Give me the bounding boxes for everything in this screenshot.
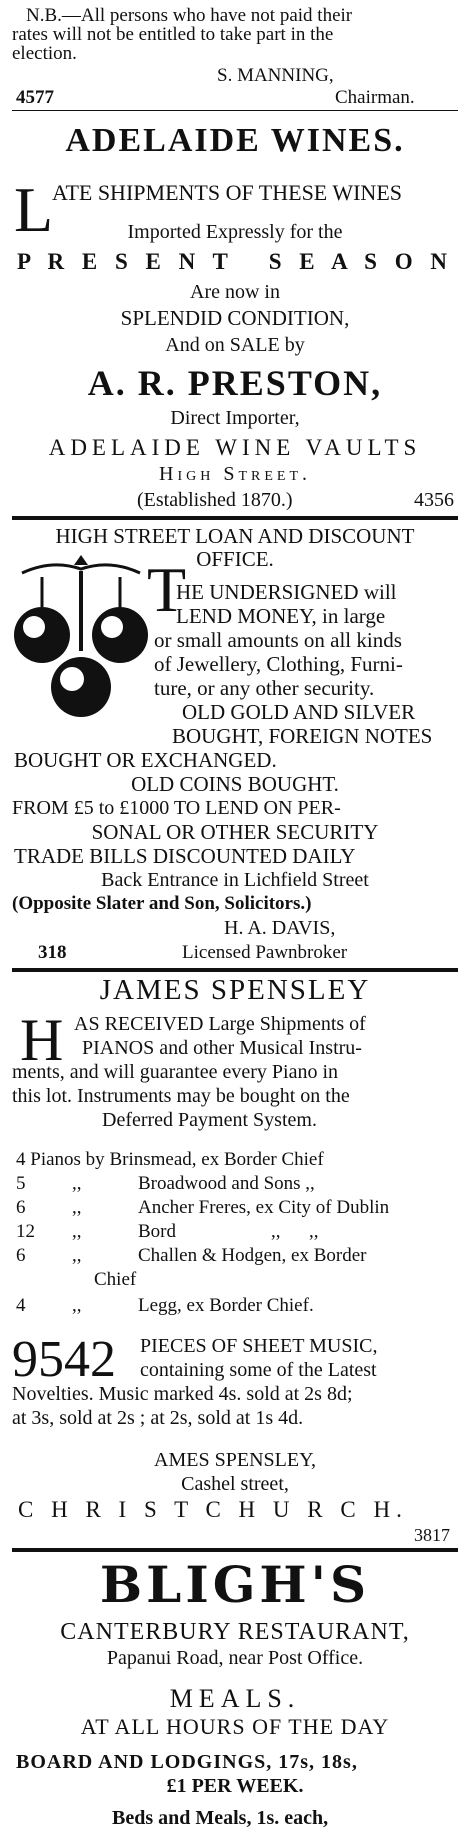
piano-qty: 6 [16, 1197, 26, 1218]
music-line-1: PIECES OF SHEET MUSIC, [140, 1335, 378, 1357]
bligh-meals: MEALS. [169, 1684, 301, 1713]
list-item [16, 1174, 315, 1193]
pianos-intro-4: this lot. Instruments may be bought on the [12, 1085, 350, 1107]
loan-body-13: Back Entrance in Lichfield Street [101, 869, 369, 891]
wines-line-6: And on SALE by [165, 334, 305, 356]
loan-body-11: SONAL OR OTHER SECURITY [91, 820, 379, 844]
piano-desc: Brinsmead, ex Border Chief [109, 1149, 324, 1170]
piano-desc: Challen & Hodgen, ex Border [138, 1245, 367, 1266]
loan-body-3: or small amounts on all kinds [154, 628, 402, 652]
wines-line-1: ATE SHIPMENTS OF THESE WINES [52, 180, 402, 205]
piano-ditto: ,, [72, 1245, 82, 1266]
piano-ditto: ,, [72, 1295, 82, 1316]
piano-ditto: ,, [72, 1197, 82, 1218]
wines-line-8: ADELAIDE WINE VAULTS [48, 435, 422, 460]
piano-desc: Ancher Freres, ex City of Dublin [138, 1197, 390, 1218]
list-item [16, 1150, 324, 1169]
loan-body-5: ture, or any other security. [154, 676, 375, 700]
bligh-line-5: £1 PER WEEK. [166, 1775, 304, 1797]
loan-proprietor: H. A. DAVIS, [224, 917, 336, 939]
loan-body-6: OLD GOLD AND SILVER [182, 700, 416, 724]
divider [12, 1548, 458, 1552]
bligh-line-2: Papanui Road, near Post Office. [106, 1647, 364, 1669]
music-line-4: at 3s, sold at 2s ; at 2s, sold at 1s 4d. [12, 1407, 304, 1429]
loan-body-7: BOUGHT, FOREIGN NOTES [172, 724, 433, 748]
list-item [94, 1270, 136, 1289]
wines-line-3: P R E S E N T S E A S O N [17, 249, 453, 274]
loan-body-4: of Jewellery, Clothing, Furni- [154, 652, 403, 676]
loan-title: Licensed Pawnbroker [182, 942, 348, 963]
wines-line-7: Direct Importer, [170, 407, 300, 429]
piano-ditto: ,, [72, 1221, 82, 1242]
piano-desc: Broadwood and Sons ,, [138, 1173, 315, 1194]
wines-line-2: Imported Expressly for the [127, 221, 343, 243]
piano-qty: 4 [16, 1295, 26, 1316]
loan-number: 318 [38, 942, 67, 963]
piano-qty: 4 [16, 1149, 26, 1170]
wines-name: A. R. PRESTON, [87, 363, 383, 403]
divider [12, 110, 458, 111]
notice-line-3: election. [12, 43, 77, 64]
piano-qty: 6 [16, 1245, 26, 1266]
piano-ditto: Pianos by [30, 1149, 105, 1170]
piano-qty: 5 [16, 1173, 26, 1194]
divider [12, 968, 458, 972]
notice-line-1: N.B.—All persons who have not paid their [26, 5, 353, 26]
loan-body-8: BOUGHT OR EXCHANGED. [14, 748, 277, 772]
piano-desc: Bord ,, ,, [138, 1221, 319, 1242]
pianos-dropcap: H [20, 1007, 64, 1073]
wines-line-9: High Street. [159, 463, 311, 485]
pianos-intro-5: Deferred Payment System. [102, 1109, 317, 1131]
pianos-intro-2: PIANOS and other Musical Instru- [82, 1037, 362, 1059]
bligh-line-1: CANTERBURY RESTAURANT, [60, 1619, 410, 1645]
piano-desc: Chief [94, 1269, 137, 1290]
bligh-line-4: BOARD AND LODGINGS, 17s, 18s, [16, 1751, 358, 1773]
wines-established: (Established 1870.) [137, 489, 293, 511]
loan-body-10: FROM £5 to £1000 TO LEND ON PER- [12, 797, 341, 819]
music-line-2: containing some of the Latest [140, 1359, 377, 1381]
wines-line-5: SPLENDID CONDITION, [120, 306, 350, 330]
piano-desc: Legg, ex Border Chief. [138, 1295, 314, 1316]
list-item [16, 1296, 314, 1315]
list-item [16, 1198, 389, 1217]
pianos-sign-1: AMES SPENSLEY, [154, 1449, 316, 1471]
loan-dropcap: T [147, 554, 187, 625]
wines-line-4: Are now in [190, 281, 280, 303]
piano-ditto: ,, [72, 1173, 82, 1194]
pianos-sign-2: Cashel street, [181, 1473, 289, 1495]
wines-number: 4356 [414, 489, 454, 511]
wines-dropcap: L [14, 174, 54, 245]
notice-number: 4577 [16, 87, 54, 108]
bligh-heading: BLIGH'S [99, 1555, 371, 1614]
notice-line-2: rates will not be entitled to take part in the [12, 24, 334, 45]
list-item [16, 1222, 319, 1241]
loan-body-9: OLD COINS BOUGHT. [131, 772, 339, 796]
pianos-heading: JAMES SPENSLEY [99, 974, 371, 1006]
loan-heading-2: OFFICE. [196, 547, 274, 571]
music-line-3: Novelties. Music marked 4s. sold at 2s 8d; [12, 1383, 353, 1405]
loan-body-2: LEND MONEY, in large [176, 604, 386, 628]
loan-body-14: (Opposite Slater and Son, Solicitors.) [12, 893, 312, 914]
pawnbroker-balls-icon [12, 555, 150, 725]
pianos-number: 3817 [414, 1525, 450, 1545]
loan-heading-1: HIGH STREET LOAN AND DISCOUNT [55, 524, 415, 548]
divider [12, 516, 458, 520]
notice-title: Chairman. [335, 87, 415, 108]
music-number: 9542 [12, 1331, 116, 1388]
bligh-line-3: AT ALL HOURS OF THE DAY [80, 1714, 390, 1739]
wines-heading: ADELAIDE WINES. [65, 122, 405, 159]
list-item [16, 1246, 366, 1265]
piano-qty: 12 [16, 1221, 35, 1242]
notice-signature: S. MANNING, [217, 65, 334, 86]
pianos-intro-1: AS RECEIVED Large Shipments of [74, 1013, 366, 1035]
pianos-intro-3: ments, and will guarantee every Piano in [12, 1061, 339, 1083]
bligh-line-6: Beds and Meals, 1s. each, [112, 1807, 329, 1829]
loan-body-12: TRADE BILLS DISCOUNTED DAILY [14, 844, 356, 868]
pianos-city: C H R I S T C H U R C H. [18, 1497, 408, 1522]
loan-body-1: HE UNDERSIGNED will [176, 580, 397, 604]
